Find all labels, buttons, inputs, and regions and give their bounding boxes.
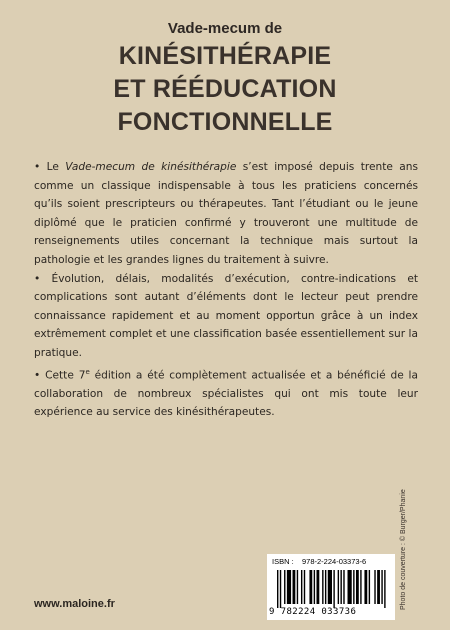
paragraph-2: • Évolution, délais, modalités d’exécution, contre-indications et complications sont autant d’éléments dont le lecteur peut prendre connaissance rapidement et au moment opportun grâce à un index extrêmement complet et une classification basée essentiellement sur la pratique. (34, 272, 418, 359)
barcode-digits: 9 782224 033736 (269, 607, 357, 617)
bullet: • (34, 272, 41, 285)
title-line-3: FONCTIONNELLE (117, 108, 333, 136)
isbn-number: 978-2-224-03373-6 (302, 557, 367, 566)
title-line-1: KINÉSITHÉRAPIE (118, 42, 332, 70)
paragraph-1: • Le Vade-mecum de kinésithérapie s’est imposé depuis trente ans comme un classique indispensable à tous les praticiens concernés qu’ils soient prescripteurs ou thérapeutes. Tant l’étudiant ou le jeune diplômé que le praticien confirmé y trouveront une multitude de renseignements utiles concernant la technique mais surtout la pathologie et les grandes lignes du traitement à suivre. (34, 161, 419, 266)
photo-credit: Photo de couverture : © Burger/Phanie (400, 489, 407, 610)
title-line-2: ET RÉÉDUCATION (113, 75, 337, 103)
book-name-italic: Vade-mecum de kinésithérapie (65, 161, 237, 173)
barcode-bars (277, 570, 387, 608)
bullet: • (34, 161, 41, 173)
bullet: • (34, 369, 41, 382)
publisher-website[interactable]: www.maloine.fr (34, 598, 115, 610)
paragraph-3: • Cette 7e édition a été complètement actualisée et a bénéficié de la collaboration de nombreux spécialistes qui ont mis toute leur expérience au service des kinésithérapeutes. (34, 367, 418, 419)
isbn-label: ISBN : (272, 557, 294, 566)
pre-title: Vade-mecum de (167, 20, 283, 37)
barcode-block (267, 554, 395, 620)
description (34, 158, 418, 422)
edition-superscript: e (85, 367, 90, 376)
isbn-line (272, 557, 392, 566)
book-title (0, 40, 450, 139)
